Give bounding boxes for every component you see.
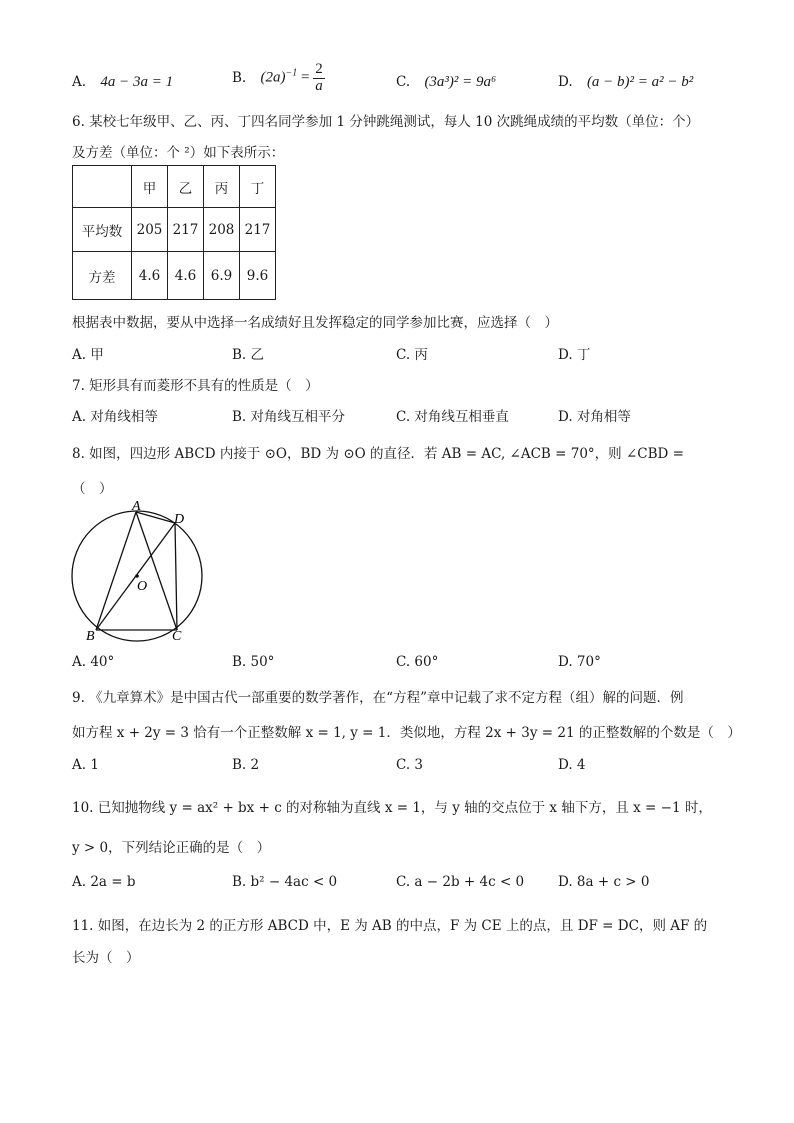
table-row bbox=[73, 252, 276, 300]
table-cell: 4.6 bbox=[168, 252, 204, 300]
q5-option-b-equals: = bbox=[297, 69, 314, 86]
q8-option-c: C. 60° bbox=[396, 654, 439, 670]
q10-option-d: D. 8a + c > 0 bbox=[558, 874, 650, 890]
q7-stem: 7. 矩形具有而菱形不具有的性质是（ ） bbox=[72, 378, 319, 394]
label-c: C bbox=[172, 629, 182, 644]
q5-option-b-numerator: 2 bbox=[315, 61, 323, 77]
q6-option-c: C. 丙 bbox=[396, 347, 428, 363]
q7-option-d: D. 对角相等 bbox=[558, 409, 631, 425]
q6-question: 根据表中数据，要从中选择一名成绩好且发挥稳定的同学参加比赛，应选择（ ） bbox=[72, 315, 558, 331]
table-cell: 217 bbox=[168, 208, 204, 252]
q5-option-b-base: (2a) bbox=[260, 69, 286, 86]
q6-stem-line2: 及方差（单位：个 ²）如下表所示： bbox=[72, 145, 285, 161]
q6-option-d: D. 丁 bbox=[558, 347, 591, 363]
q6-option-a: A. 甲 bbox=[72, 347, 104, 363]
label-b: B bbox=[86, 629, 95, 644]
table-cell: 方差 bbox=[73, 252, 132, 300]
q5-option-d bbox=[558, 74, 693, 91]
q5-option-a-math: 4a − 3a = 1 bbox=[100, 74, 174, 90]
q8-stem: 8. 如图，四边形 ABCD 内接于 ⊙O，BD 为 ⊙O 的直径．若 AB = AC, ∠ACB = 70°，则 ∠CBD = bbox=[72, 446, 684, 462]
q5-option-d-label: D. bbox=[558, 74, 573, 90]
q5-option-a bbox=[72, 74, 173, 91]
table-cell: 217 bbox=[240, 208, 276, 252]
table-header-cell: 乙 bbox=[168, 166, 204, 208]
q10-option-c: C. a − 2b + 4c < 0 bbox=[396, 874, 525, 890]
table-header-row bbox=[73, 166, 276, 208]
segment-cd bbox=[175, 523, 177, 630]
q5-option-a-label: A. bbox=[72, 74, 87, 90]
table-cell: 平均数 bbox=[73, 208, 132, 252]
q5-option-b-denominator: a bbox=[315, 77, 323, 94]
q10-stem-line1: 10. 已知抛物线 y = ax² + bx + c 的对称轴为直线 x = 1，与 y 轴的交点位于 x 轴下方，且 x = −1 时， bbox=[72, 800, 712, 816]
q9-option-a: A. 1 bbox=[72, 757, 99, 773]
q10-stem-line2: y > 0，下列结论正确的是（ ） bbox=[72, 840, 271, 856]
table-header-cell: 丙 bbox=[204, 166, 240, 208]
q9-stem-line1: 9. 《九章算术》是中国古代一部重要的数学著作，在“方程”章中记载了求不定方程（组）解的问题．例 bbox=[72, 690, 684, 706]
table-cell: 6.9 bbox=[204, 252, 240, 300]
q5-option-b-label: B. bbox=[232, 69, 247, 86]
q5-option-c-label: C. bbox=[396, 74, 411, 90]
q11-stem-line1: 11. 如图，在边长为 2 的正方形 ABCD 中，E 为 AB 的中点，F 为 CE 上的点，且 DF = DC，则 AF 的 bbox=[72, 918, 708, 934]
table-cell: 208 bbox=[204, 208, 240, 252]
q9-stem-line2: 如方程 x + 2y = 3 恰有一个正整数解 x = 1, y = 1．类似地，方程 2x + 3y = 21 的正整数解的个数是（ ） bbox=[72, 725, 741, 741]
table-row bbox=[73, 208, 276, 252]
q9-option-c: C. 3 bbox=[396, 757, 424, 773]
q8-option-a: A. 40° bbox=[72, 654, 115, 670]
q5-option-d-math: (a − b)² = a² − b² bbox=[586, 74, 694, 90]
table-header-cell bbox=[73, 166, 132, 208]
q5-option-c bbox=[396, 74, 496, 91]
table-cell: 4.6 bbox=[132, 252, 168, 300]
q8-stem-continued: （ ） bbox=[72, 481, 113, 497]
q7-option-c: C. 对角线互相垂直 bbox=[396, 409, 509, 425]
q8-circle-figure bbox=[64, 498, 224, 648]
table-header-cell: 甲 bbox=[132, 166, 168, 208]
q5-option-b-exponent: −1 bbox=[285, 67, 298, 79]
label-o: O bbox=[137, 579, 148, 594]
q5-option-c-math: (3a³)² = 9a⁶ bbox=[424, 74, 497, 90]
q7-option-b: B. 对角线互相平分 bbox=[232, 409, 346, 425]
q9-option-b: B. 2 bbox=[232, 757, 260, 773]
q9-option-d: D. 4 bbox=[558, 757, 586, 773]
table-cell: 9.6 bbox=[240, 252, 276, 300]
segment-ab bbox=[96, 512, 136, 630]
q7-option-a: A. 对角线相等 bbox=[72, 409, 158, 425]
q11-stem-line2: 长为（ ） bbox=[72, 950, 140, 966]
label-d: D bbox=[174, 512, 185, 527]
q8-option-b: B. 50° bbox=[232, 654, 275, 670]
q6-stem-line1: 6. 某校七年级甲、乙、丙、丁四名同学参加 1 分钟跳绳测试，每人 10 次跳绳成绩的平均数（单位：个） bbox=[72, 114, 700, 130]
table-header-cell: 丁 bbox=[240, 166, 276, 208]
q10-option-a: A. 2a = b bbox=[72, 874, 136, 890]
q6-score-table bbox=[72, 165, 276, 300]
q5-option-b bbox=[232, 62, 325, 95]
center-point-o bbox=[135, 574, 139, 578]
q6-option-b: B. 乙 bbox=[232, 347, 265, 363]
q10-option-b: B. b² − 4ac < 0 bbox=[232, 874, 338, 890]
table-cell: 205 bbox=[132, 208, 168, 252]
q8-option-d: D. 70° bbox=[558, 654, 601, 670]
label-a: A bbox=[132, 499, 141, 514]
